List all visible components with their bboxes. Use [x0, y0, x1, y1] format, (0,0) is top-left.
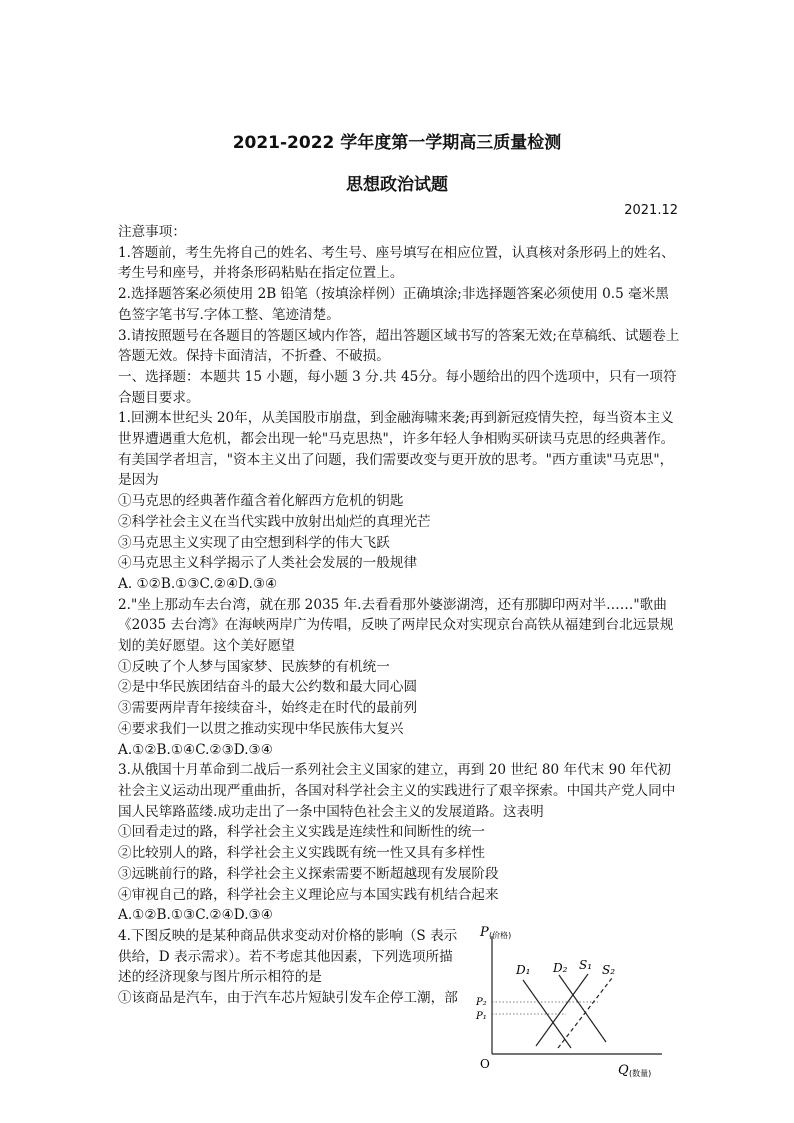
y-axis-label: P — [480, 925, 489, 940]
question-option: ①回看走过的路，科学社会主义实践是连续性和间断性的统一 — [118, 824, 486, 841]
supply-demand-graph — [466, 922, 681, 1082]
note-item: 3.请按照题号在各题目的答题区域内作答，超出答题区域书写的答案无效;在草稿纸、试题卷上答题无效。保持卡面清洁，不折叠、不破损。 — [118, 327, 680, 365]
exam-body — [118, 222, 680, 1009]
question-option: ②比较别人的路，科学社会主义实践既有统一性又具有多样性 — [118, 845, 486, 862]
origin-label: O — [480, 1057, 490, 1071]
exam-subject-title: 思想政治试题 — [346, 175, 448, 195]
demand-curve-d2 — [559, 975, 606, 1042]
question-option: ①反映了个人梦与国家梦、民族梦的有机统一 — [118, 658, 390, 675]
question-option: ④审视自己的路，科学社会主义理论应与本国实践有机结合起来 — [118, 886, 499, 903]
demand-curve-d1 — [523, 980, 571, 1048]
answer-choices: A.①②B.①④C.②③D.③④ — [118, 741, 273, 758]
supply-curve-s2 — [558, 978, 612, 1048]
question-option: ③需要两岸青年接续奋斗，始终走在时代的最前列 — [118, 700, 418, 717]
question-stem: 3.从俄国十月革命到二战后一系列社会主义国家的建立，再到 20 世纪 80 年代末 90 年代初社会主义运动出现严重曲折，各国对科学社会主义的实践进行了艰辛探索。中国共产党人同中国人民筚路蓝缕.成功走出了一条中国特色社会主义的发展道路。这表明 — [118, 762, 676, 820]
note-item: 2.选择题答案必须使用 2B 铅笔（按填涂样例）正确填涂;非选择题答案必须使用 0.5 毫米黑色签字笔书写.字体工整、笔迹清楚。 — [118, 286, 669, 323]
question-option: ③远眺前行的路，科学社会主义探索需要不断超越现有发展阶段 — [118, 865, 499, 882]
question-stem: 1.回溯本世纪头 20年，从美国股市崩盘，到金融海啸来袭;再到新冠疫情失控，每当资本主义世界遭遇重大危机，都会出现一轮"马克思热"，许多年轻人争相购买研读马克思的经典著作。有美国学者坦言，"资本主义出了问题，我们需要改变与更开放的思考。"西方重读"马克思"，是因为 — [118, 410, 675, 489]
curve-label-s2: S₂ — [602, 963, 616, 977]
curve-label-s1: S₁ — [579, 958, 593, 972]
question-stem: 4.下图反映的是某种商品供求变动对价格的影响（S 表示供给，D 表示需求）。若不考虑其他因素，下列选项所描述的经济现象与图片所示相符的是 — [118, 927, 458, 986]
question-option: ①马克思的经典著作蕴含着化解西方危机的钥匙 — [118, 493, 404, 510]
question-option: ④马克思主义科学揭示了人类社会发展的一般规律 — [118, 555, 418, 572]
notes-heading: 注意事项： — [118, 224, 186, 240]
curve-label-d1: D₁ — [516, 963, 531, 977]
price-label-p1: P₁ — [476, 1011, 487, 1022]
note-item: 1.答题前，考生先将自己的姓名、考生号、座号填写在相应位置，认真核对条形码上的姓名、考生号和座号，并将条形码粘贴在指定位置上。 — [118, 244, 675, 282]
question-stem: 2."坐上那动车去台湾，就在那 2035 年.去看看那外婆澎湖湾，还有那脚印两对半……"歌曲《2035 去台湾》在海峡两岸广为传唱，反映了两岸民众对实现京台高铁从福建到台北远景规划的美好愿望。这个美好愿望 — [118, 596, 674, 655]
question-option: ②科学社会主义在当代实践中放射出灿烂的真理光芒 — [118, 513, 431, 530]
question-option: ①该商品是汽车，由于汽车芯片短缺引发车企停工潮，部 — [118, 990, 458, 1007]
exam-date: 2021.12 — [624, 203, 678, 218]
curve-label-d2: D₂ — [553, 961, 568, 975]
answer-choices: A.①②B.①③C.②④D.③④ — [118, 907, 273, 924]
x-axis-unit: (数量) — [629, 1069, 652, 1078]
price-label-p2: P₂ — [476, 997, 487, 1008]
question-option: ②是中华民族团结奋斗的最大公约数和最大同心圆 — [118, 679, 418, 696]
x-axis-label: Q — [618, 1063, 629, 1078]
question-option: ④要求我们一以贯之推动实现中华民族伟大复兴 — [118, 720, 404, 737]
answer-choices: A. ①②B.①③C.②④D.③④ — [118, 575, 278, 592]
question-option: ③马克思主义实现了由空想到科学的伟大飞跃 — [118, 534, 390, 551]
exam-title: 2021-2022 学年度第一学期高三质量检测 — [232, 133, 562, 153]
section-heading: 一、选择题：本题共 15 小题，每小题 3 分.共 45分。每小题给出的四个选项中，只有一项符合题目要求。 — [118, 368, 677, 406]
y-axis-unit: (价格) — [489, 931, 512, 940]
